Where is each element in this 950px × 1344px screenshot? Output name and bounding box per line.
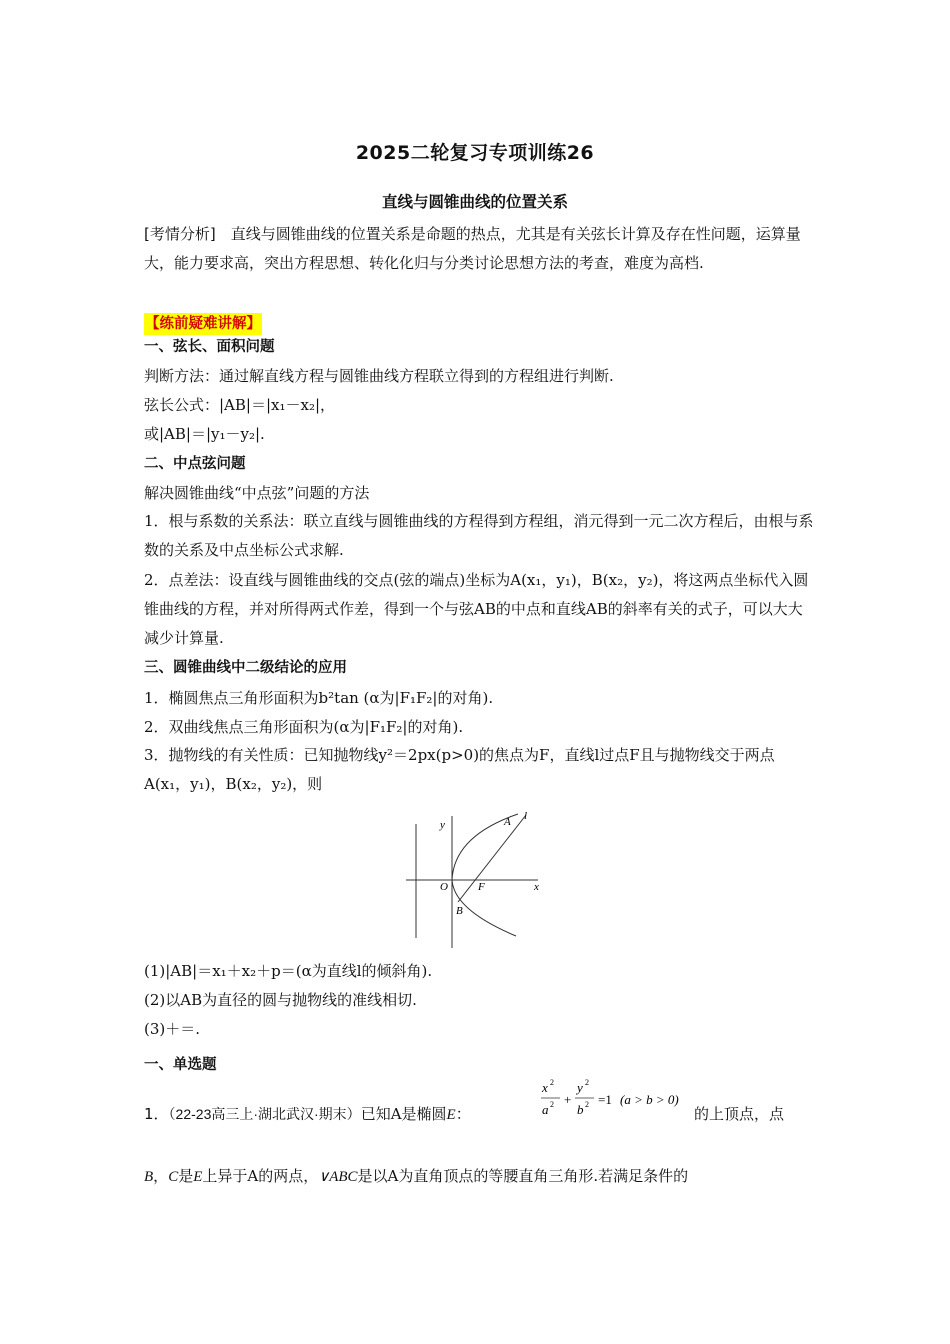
q1-text1: 是 xyxy=(178,1167,194,1185)
question1-text-b: 的上顶点，点 xyxy=(694,1105,785,1123)
section4-heading: 一、单选题 xyxy=(144,1057,217,1073)
q1-B: B xyxy=(144,1169,154,1185)
eq-b-exp: 2 xyxy=(585,1100,589,1109)
section1-line2: 弦长公式：|AB|＝|x₁－x₂|， xyxy=(144,396,336,414)
question1-number: 1． xyxy=(144,1105,169,1123)
section1-line1: 判断方法：通过解直线方程与圆锥曲线方程联立得到的方程组进行判断. xyxy=(144,367,614,385)
q1-E: E xyxy=(193,1169,203,1185)
label-y: y xyxy=(440,819,445,831)
section1-heading: 一、弦长、面积问题 xyxy=(144,339,275,355)
parabola-figure xyxy=(398,810,553,950)
ellipse-equation xyxy=(540,1074,700,1126)
label-x: x xyxy=(534,881,539,893)
eq-a: a xyxy=(542,1102,549,1117)
eq-b: b xyxy=(577,1102,584,1117)
highlight-label: 【练前疑难讲解】 xyxy=(144,313,262,335)
eq-equals-one: =1 xyxy=(598,1092,612,1107)
section2-heading: 二、中点弦问题 xyxy=(144,456,246,472)
intro-label: [考情分析] xyxy=(144,225,216,243)
question1-line2 xyxy=(144,1165,816,1188)
eq-plus: + xyxy=(564,1092,572,1107)
q1-triangle: ∨ABC xyxy=(318,1169,358,1185)
label-focus: F xyxy=(478,881,485,893)
question1-text-a: 已知A是椭圆 xyxy=(360,1105,447,1123)
q1-C: C xyxy=(168,1169,179,1185)
q1-comma: ， xyxy=(153,1167,169,1185)
eq-y: y xyxy=(577,1080,583,1095)
eq-a-exp: 2 xyxy=(550,1100,554,1109)
section3-item3: 3．抛物线的有关性质：已知抛物线y²＝2px(p>0)的焦点为F，直线l过点F且与抛物线交于两点A(x₁，y₁)，B(x₂，y₂)，则 xyxy=(144,746,775,793)
property-3: (3)＋＝. xyxy=(144,1020,201,1038)
property-1: (1)|AB|＝x₁＋x₂＋p＝(α为直线l的倾斜角). xyxy=(144,962,433,980)
section3-heading: 三、圆锥曲线中二级结论的应用 xyxy=(144,660,347,676)
label-B: B xyxy=(456,905,463,917)
eq-x: x xyxy=(542,1080,548,1095)
section3-item1: 1．椭圆焦点三角形面积为b²tan (α为|F₁F₂|的对角). xyxy=(144,689,494,707)
label-A: A xyxy=(504,816,511,828)
question1-ellipse-name: E xyxy=(446,1107,456,1123)
intro-text: 直线与圆锥曲线的位置关系是命题的热点，尤其是有关弦长计算及存在性问题，运算量大，能力要求高，突出方程思想、转化化归与分类讨论思想方法的考查，难度为高档. xyxy=(144,225,801,272)
eq-condition: (a > b > 0) xyxy=(620,1092,679,1107)
section2-line1: 解决圆锥曲线“中点弦”问题的方法 xyxy=(144,484,370,502)
line-l xyxy=(458,815,526,902)
label-origin: O xyxy=(440,881,448,893)
section1-line3: 或|AB|＝|y₁－y₂|. xyxy=(144,425,265,443)
parabola-curve xyxy=(452,814,518,936)
question1-colon: ： xyxy=(455,1105,471,1123)
page-subtitle: 直线与圆锥曲线的位置关系 xyxy=(381,193,568,211)
question1-source: （22-23高三上·湖北武汉·期末） xyxy=(168,1106,361,1122)
section2-item1: 1．根与系数的关系法：联立直线与圆锥曲线的方程得到方程组，消元得到一元二次方程后，由根与系数的关系及中点坐标公式求解. xyxy=(144,512,814,559)
q1-text2: 上异于A的两点， xyxy=(202,1167,319,1185)
intro-paragraph xyxy=(144,220,814,278)
label-l: l xyxy=(524,810,528,822)
eq-y-exp: 2 xyxy=(585,1078,589,1087)
q1-text3: 是以A为直角顶点的等腰直角三角形.若满足条件的 xyxy=(357,1167,689,1185)
eq-x-exp: 2 xyxy=(550,1078,554,1087)
page-title: 2025二轮复习专项训练26 xyxy=(355,142,595,164)
section2-item2: 2．点差法：设直线与圆锥曲线的交点(弦的端点)坐标为A(x₁，y₁)，B(x₂，y₂)，将这两点坐标代入圆锥曲线的方程，并对所得两式作差，得到一个与弦AB的中点和直线AB的斜率有关的式子，可以大大减少计算量. xyxy=(144,571,809,647)
section3-item2: 2．双曲线焦点三角形面积为(α为|F₁F₂|的对角). xyxy=(144,718,464,736)
property-2: (2)以AB为直径的圆与抛物线的准线相切. xyxy=(144,991,417,1009)
